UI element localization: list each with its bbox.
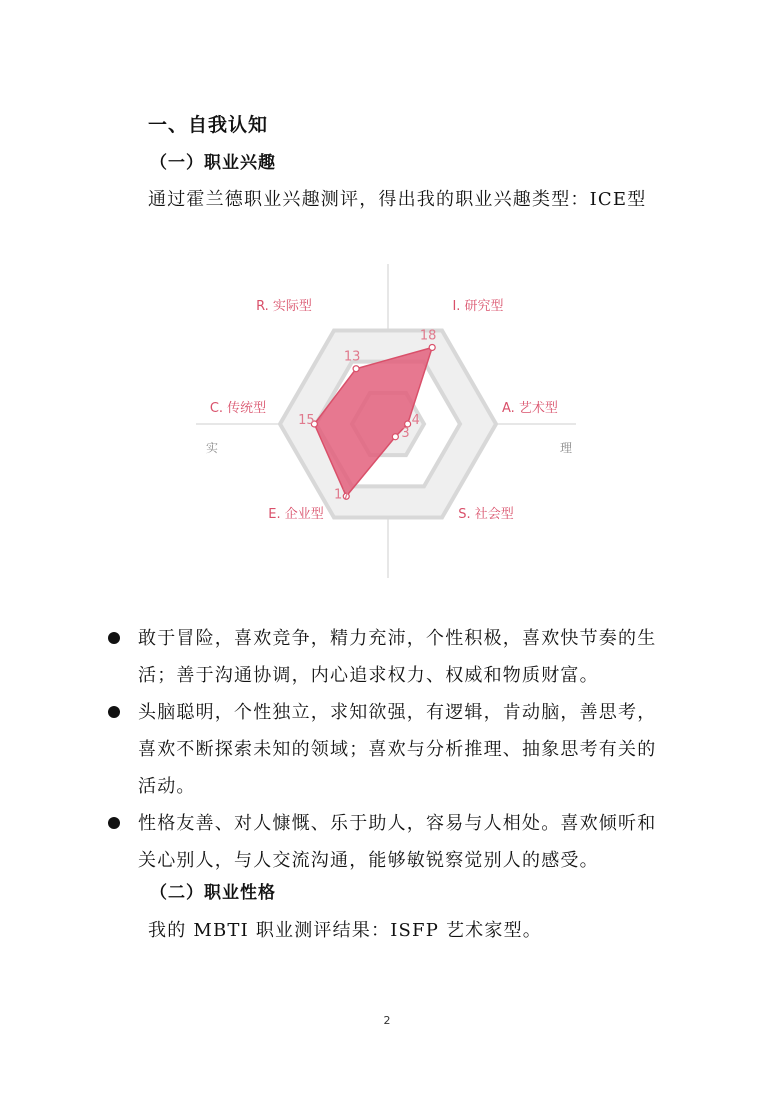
- page-number: 2: [383, 1014, 391, 1027]
- radar-axis-label: C. 传统型: [209, 401, 267, 416]
- radar-axis-label: I. 研究型: [452, 299, 504, 314]
- radar-value-label: 3: [401, 425, 410, 441]
- mbti-paragraph: 我的 MBTI 职业测评结果：ISFP 艺术家型。: [148, 920, 542, 941]
- radar-value-label: 4: [411, 413, 420, 428]
- radar-value-label: 18: [419, 328, 437, 344]
- radar-value-label: 17: [333, 487, 351, 503]
- bullet-text: 敢于冒险，喜欢竞争，精力充沛，个性积极，喜欢快节奏的生活；善于沟通协调，内心追求权力、权威和物质财富。: [138, 628, 657, 686]
- trait-bullet-list: [104, 620, 674, 879]
- bullet-text: 性格友善、对人慷慨、乐于助人，容易与人相处。喜欢倾听和关心别人，与人交流沟通，能够敏锐察觉别人的感受。: [138, 813, 657, 871]
- radar-axis-label: A. 艺术型: [502, 401, 558, 416]
- radar-point: [392, 434, 398, 440]
- heading-self-awareness: 一、自我认知: [148, 114, 269, 136]
- intro-paragraph: 通过霍兰德职业兴趣测评，得出我的职业兴趣类型：ICE型: [148, 189, 647, 210]
- radar-point: [353, 366, 359, 372]
- radar-point: [429, 344, 435, 350]
- radar-axis-label: S. 社会型: [458, 507, 514, 522]
- section-title-career-interest: （一）职业兴趣: [150, 153, 276, 173]
- bullet-dot-icon: [108, 817, 120, 829]
- holland-radar-chart: [196, 262, 576, 582]
- bullet-item: [104, 620, 674, 694]
- radar-side-label: 理: [559, 441, 573, 455]
- radar-value-label: 15: [298, 413, 315, 428]
- radar-axis-label: E. 企业型: [268, 507, 324, 522]
- radar-axis-label: R. 实际型: [256, 299, 312, 314]
- section-title-career-personality: （二）职业性格: [150, 883, 276, 903]
- bullet-dot-icon: [108, 706, 120, 718]
- bullet-item: [104, 805, 674, 879]
- radar-value-label: 13: [343, 349, 361, 365]
- bullet-text: 头脑聪明，个性独立，求知欲强，有逻辑，肯动脑，善思考，喜欢不断探索未知的领域；喜欢与分析推理、抽象思考有关的活动。: [138, 702, 657, 797]
- bullet-item: [104, 694, 674, 805]
- bullet-dot-icon: [108, 632, 120, 644]
- radar-side-label: 实: [205, 441, 219, 455]
